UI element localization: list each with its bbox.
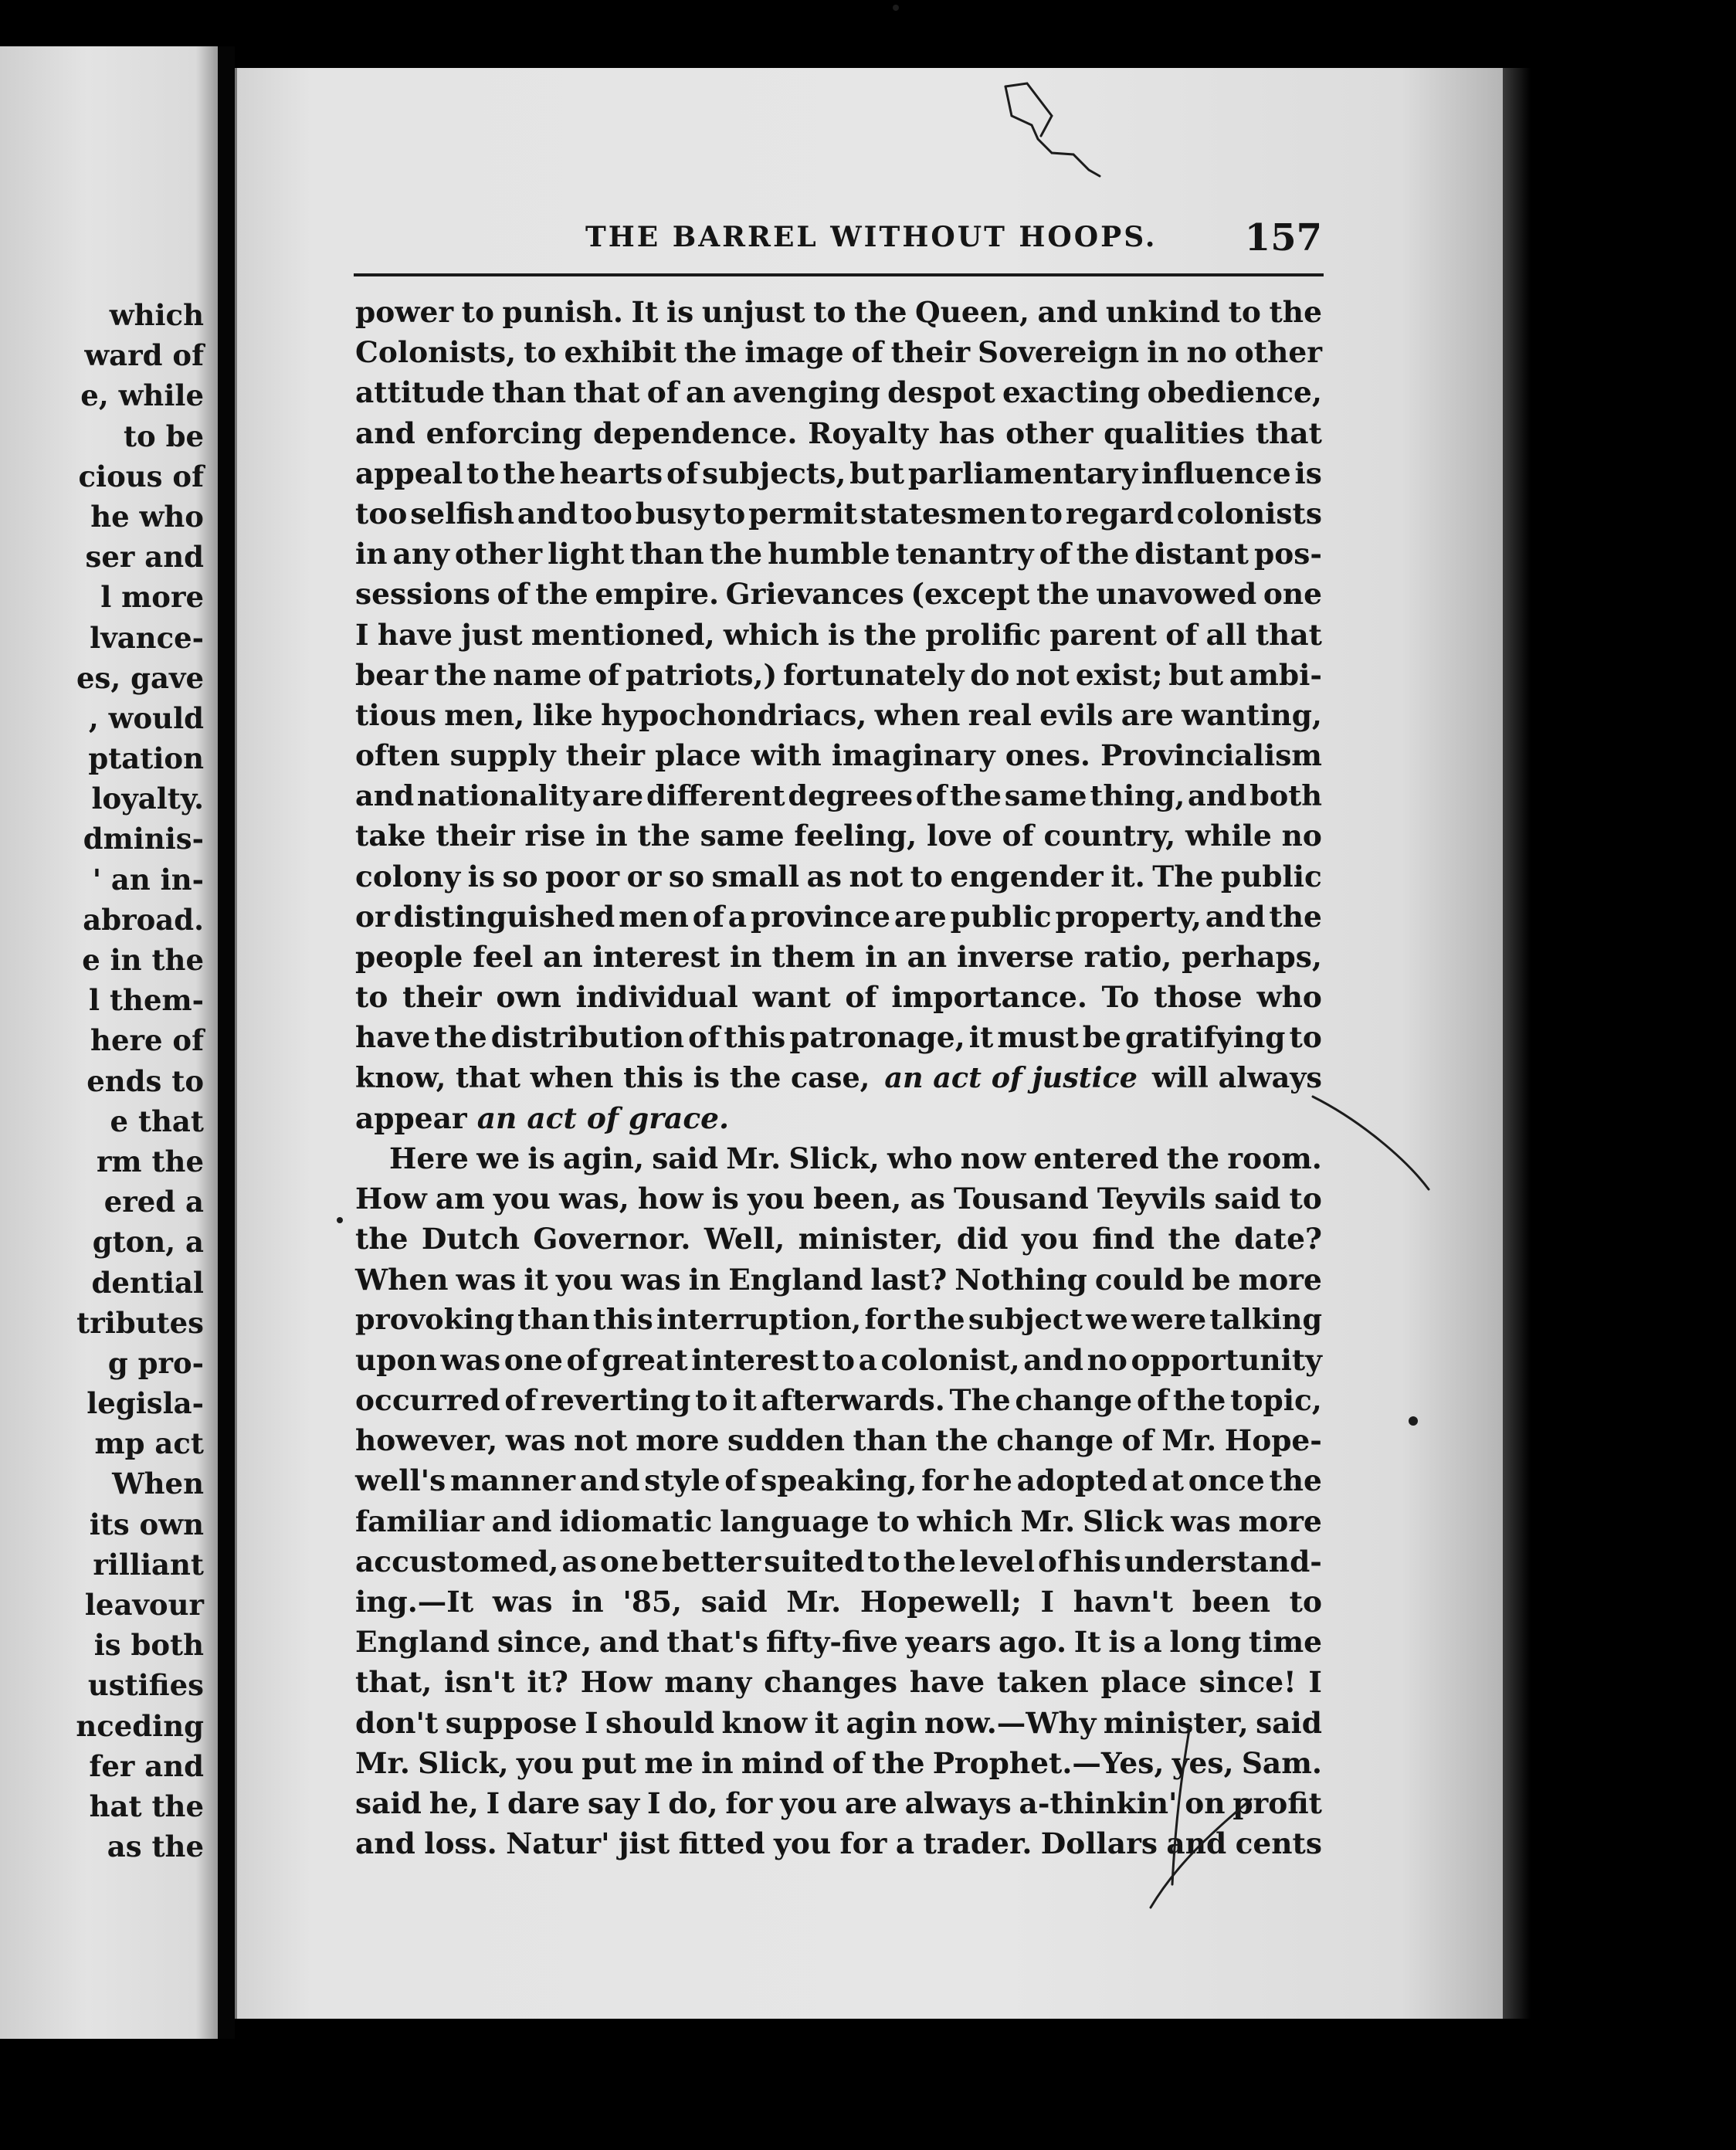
book-gutter: [218, 46, 235, 2039]
paragraph-last-line: [355, 1098, 1322, 1138]
left-page-line: ' an in-: [92, 862, 204, 897]
text-line: often supply their place with imaginary ones. Provincialism: [355, 738, 1322, 773]
text-line: bear the name of patriots,) fortunately do not exist; but ambi-: [355, 657, 1322, 692]
left-page-line: ser and: [85, 540, 204, 575]
left-page-line: legisla-: [86, 1386, 204, 1421]
left-page-line: l more: [100, 580, 204, 615]
left-page-line: ered a: [103, 1185, 204, 1219]
line-text-appear: appear: [355, 1100, 467, 1135]
left-page-line: rilliant: [93, 1547, 204, 1582]
text-line: to their own individual want of importance. To those who: [355, 980, 1322, 1015]
text-line: sessions of the empire. Grievances (except the unavowed one: [355, 577, 1322, 612]
left-page-line: When: [112, 1467, 204, 1501]
text-line: occurred of reverting to it afterwards. The change of the topic,: [355, 1383, 1322, 1418]
page-edge-shadow: [1503, 68, 1531, 2019]
left-page-line: ptation: [88, 741, 204, 776]
left-page-line: lvance-: [90, 620, 204, 655]
text-line: provoking than this interruption, for the subject we were talking: [355, 1302, 1322, 1336]
text-line: and enforcing dependence. Royalty has other qualities that: [355, 415, 1322, 450]
text-line: and loss. Natur' jist fitted you for a trader. Dollars and cents: [355, 1826, 1322, 1861]
left-page-line: ends to: [86, 1063, 204, 1098]
text-line: attitude than that of an avenging despot exacting obedience,: [355, 375, 1322, 410]
left-page-line: tributes: [76, 1305, 204, 1340]
left-page-line: rm the: [96, 1144, 204, 1178]
text-line: well's manner and style of speaking, for he adopted at once the: [355, 1463, 1322, 1498]
text-line: accustomed, as one better suited to the level of his understand-: [355, 1544, 1322, 1579]
left-page-line: he who: [90, 499, 204, 534]
left-page-line: es, gave: [76, 660, 204, 695]
left-page-line: , would: [88, 700, 204, 735]
left-page-line: is both: [93, 1628, 204, 1663]
text-line-with-italic: [355, 1058, 1322, 1098]
left-page-line: g pro-: [107, 1345, 204, 1380]
text-line: the Dutch Governor. Well, minister, did you find the date?: [355, 1222, 1322, 1256]
text-line: said he, I dare say I do, for you are always a-thinkin' on profit: [355, 1785, 1322, 1820]
left-page-line: fer and: [89, 1748, 204, 1783]
running-head: [354, 216, 1322, 263]
line-text-roman-end: will always: [1151, 1060, 1322, 1094]
left-page-line: as the: [107, 1830, 204, 1864]
text-line: that, isn't it? How many changes have taken place since! I: [355, 1665, 1322, 1700]
text-line: Colonists, to exhibit the image of their Sovereign in no other: [355, 335, 1322, 370]
italic-phrase-justice: an act of justice: [884, 1060, 1138, 1094]
text-line: however, was not more sudden than the change of Mr. Hope-: [355, 1423, 1322, 1458]
left-page-line: ward of: [84, 338, 204, 373]
text-line: appeal to the hearts of subjects, but parliamentary influence is: [355, 456, 1322, 490]
body-text: [355, 292, 1322, 1863]
text-line: familiar and idiomatic language to which Mr. Slick was more: [355, 1504, 1322, 1538]
left-facing-page: [0, 46, 218, 2039]
text-line: tious men, like hypochondriacs, when real evils are wanting,: [355, 697, 1322, 732]
left-page-line: dminis-: [83, 822, 204, 856]
text-line: I have just mentioned, which is the prolific parent of all that: [355, 617, 1322, 652]
running-head-title: THE BARREL WITHOUT HOOPS.: [585, 221, 1158, 253]
left-page-line: cious of: [78, 459, 204, 493]
text-line: in any other light than the humble tenantry of the distant pos-: [355, 537, 1322, 571]
left-page-line: hat the: [89, 1789, 204, 1823]
left-page-line: dential: [91, 1265, 204, 1300]
left-page-line: abroad.: [83, 902, 204, 937]
header-rule: [354, 273, 1324, 276]
text-line: England since, and that's fifty-five years ago. It is a long time: [355, 1625, 1322, 1660]
text-line: upon was one of great interest to a colonist, and no opportunity: [355, 1342, 1322, 1377]
left-page-line: e, while: [80, 378, 204, 413]
text-line: Mr. Slick, you put me in mind of the Prophet.—Yes, yes, Sam.: [355, 1745, 1322, 1780]
line-text-roman: know, that when this is the case,: [355, 1060, 870, 1094]
text-line: and nationality are different degrees of the same thing, and both: [355, 778, 1322, 813]
text-line: too selfish and too busy to permit statesmen to regard colonists: [355, 496, 1322, 531]
left-page-line: e that: [110, 1104, 204, 1138]
ink-dot: [893, 5, 899, 11]
left-page-text-fragments: [76, 295, 204, 1867]
left-page-line: l them-: [89, 983, 204, 1018]
left-page-line: to be: [123, 419, 204, 453]
text-line: take their rise in the same feeling, love of country, while no: [355, 819, 1322, 853]
left-page-line: leavour: [84, 1588, 204, 1622]
page-number: 157: [1244, 216, 1322, 259]
paragraph-first-line: Here we is agin, said Mr. Slick, who now entered the room.: [389, 1141, 1322, 1175]
text-line: have the distribution of this patronage, it must be gratifying to: [355, 1020, 1322, 1055]
left-page-line: loyalty.: [91, 782, 204, 816]
left-page-line: which: [109, 298, 204, 332]
text-line: people feel an interest in them in an inverse ratio, perhaps,: [355, 940, 1322, 974]
text-line: don't suppose I should know it agin now.—Why minister, said: [355, 1705, 1322, 1740]
text-line: How am you was, how is you been, as Tousand Teyvils said to: [355, 1182, 1322, 1216]
text-line: When was it you was in England last? Nothing could be more: [355, 1262, 1322, 1297]
text-line: or distinguished men of a province are public property, and the: [355, 899, 1322, 934]
text-line: power to punish. It is unjust to the Queen, and unkind to the: [355, 295, 1322, 329]
left-page-line: e in the: [82, 943, 204, 977]
left-page-line: its own: [89, 1507, 204, 1541]
text-line: colony is so poor or so small as not to engender it. The public: [355, 859, 1322, 894]
left-page-line: gton, a: [92, 1225, 204, 1260]
left-page-line: nceding: [76, 1708, 204, 1743]
left-page-line: mp act: [94, 1426, 204, 1461]
italic-phrase-grace: an act of grace.: [476, 1100, 730, 1135]
text-line: ing.—It was in '85, said Mr. Hopewell; I havn't been to: [355, 1585, 1322, 1619]
left-page-line: here of: [90, 1023, 204, 1058]
left-page-line: ustifies: [87, 1668, 204, 1703]
